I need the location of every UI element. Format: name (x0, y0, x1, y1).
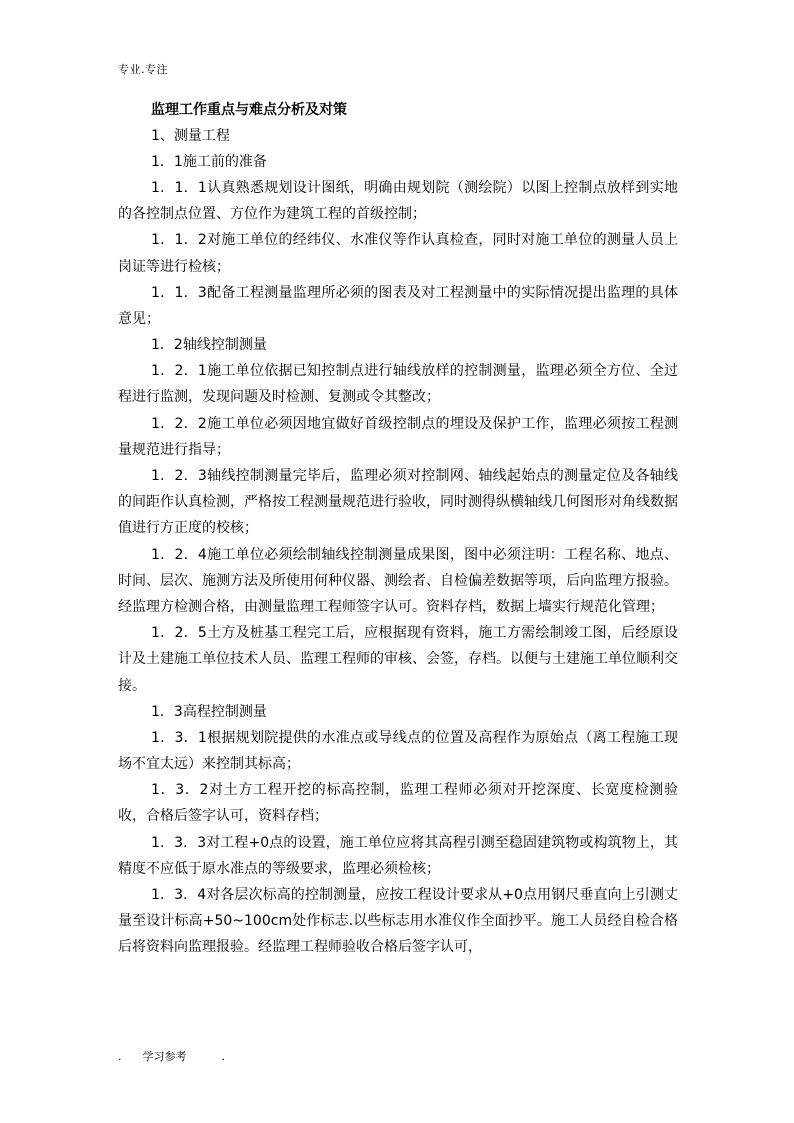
paragraph: 1．2．2施工单位必须因地宜做好首级控制点的埋设及保护工作，监理必须按工程测量规范进行指导； (118, 415, 678, 458)
paragraph: 1．1．3配备工程测量监理所必须的图表及对工程测量中的实际情况提出监理的具体意见； (118, 284, 678, 328)
paragraph: 1．2．4施工单位必须绘制轴线控制测量成果图，图中必须注明：工程名称、地点、时间、层次、施测方法及所使用何种仪器、测绘者、自检偏差数据等项，后向监理方报验。经监理方检测合格，由测量监理工程师签字认可。资料存档，数据上墙实行规范化管理； (118, 546, 678, 616)
paragraph: 1．2．1施工单位依据已知控制点进行轴线放样的控制测量，监理必须全方位、全过程进行监测，发现问题及时检测、复测或令其整改； (118, 363, 678, 406)
section-heading: 1．1施工前的准备 (151, 154, 267, 170)
page-header: 专业.专注 (118, 63, 168, 76)
paragraph: 1．3．1根据规划院提供的水准点或导线点的位置及高程作为原始点（离工程施工现场不宜太远）来控制其标高； (118, 729, 678, 773)
document-body (118, 97, 678, 961)
footer-text: 学习参考 (142, 1050, 187, 1063)
section-list (118, 123, 678, 961)
section-heading: 1、测量工程 (151, 128, 230, 144)
paragraph: 1．2．5土方及桩基工程完工后，应根据现有资料，施工方需绘制竣工图，后经原设计及土建施工单位技术人员、监理工程师的审核、会签，存档。以便与土建施工单位顺利交接。 (118, 625, 678, 694)
paragraph: 1．1．2对施工单位的经纬仪、水准仪等作认真检查，同时对施工单位的测量人员上岗证等进行检核； (118, 232, 678, 275)
paragraph: 1．1．1认真熟悉规划设计图纸，明确由规划院（测绘院）以图上控制点放样到实地的各控制点位置、方位作为建筑工程的首级控制； (118, 180, 678, 223)
paragraph: 1．3．3对工程+0点的设置，施工单位应将其高程引测至稳固建筑物或构筑物上，其精度不应低于原水准点的等级要求，监理必须检核； (118, 834, 678, 877)
paragraph: 1．3．4对各层次标高的控制测量，应按工程设计要求从+0点用钢尺垂直向上引测丈量至设计标高+50~100cm处作标志.以些标志用水准仪作全面抄平。施工人员经自检合格后将资料向监理报验。经监理工程师验收合格后签字认可， (118, 887, 678, 956)
footer-right-dot: . (221, 1050, 225, 1063)
page-footer (118, 1048, 225, 1064)
section-heading: 1．2轴线控制测量 (151, 337, 267, 354)
paragraph: 1．3．2对土方工程开挖的标高控制，监理工程师必须对开挖深度、长宽度检测验收，合格后签字认可，资料存档； (118, 782, 678, 825)
document-title: 监理工作重点与难点分析及对策 (151, 102, 347, 118)
paragraph: 1．2．3轴线控制测量完毕后，监理必须对控制网、轴线起始点的测量定位及各轴线的间距作认真检测，严格按工程测量规范进行验收，同时测得纵横轴线几何图形对角线数据值进行方正度的校核； (118, 468, 678, 537)
section-heading: 1．3高程控制测量 (151, 703, 267, 720)
footer-left-dot: . (118, 1050, 122, 1063)
